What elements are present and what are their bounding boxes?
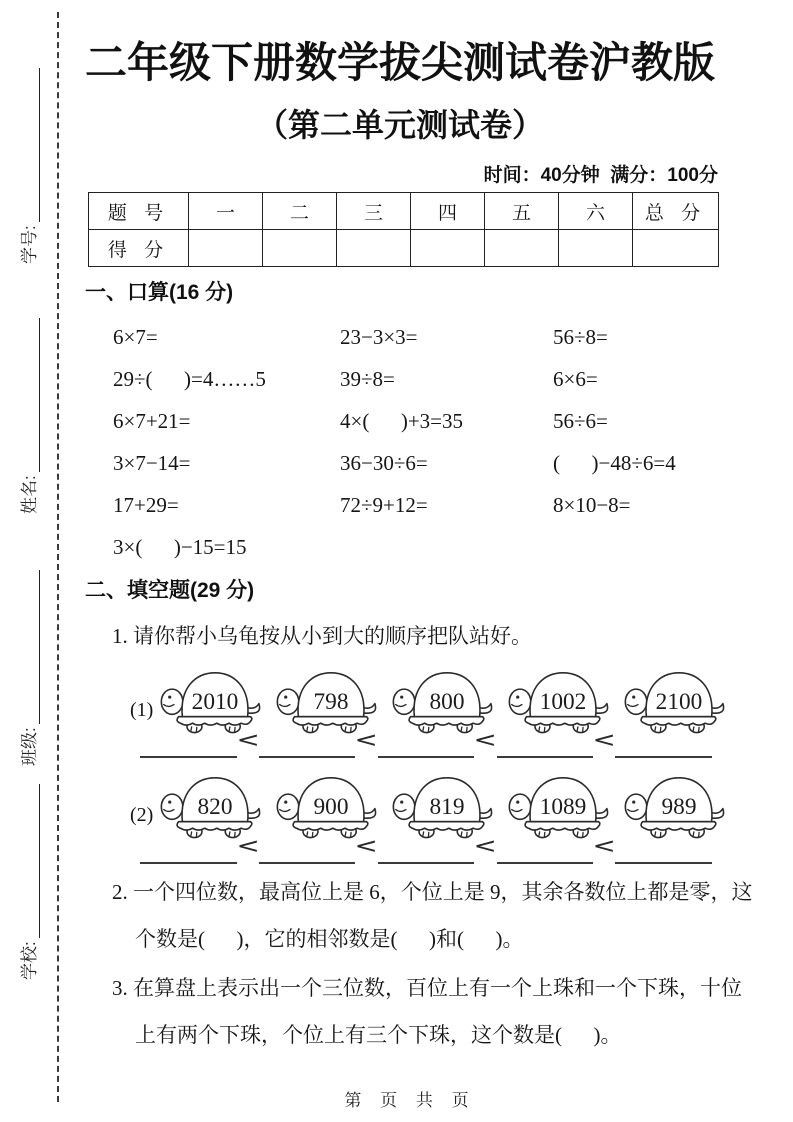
class-label: 班级: xyxy=(20,727,39,766)
turtle-number: 989 xyxy=(661,794,697,821)
less-than-sign: < xyxy=(475,727,496,754)
less-than-sign: < xyxy=(356,727,377,754)
oral-problem: 17+29= xyxy=(113,492,179,517)
answer-blank xyxy=(378,752,475,758)
oral-problem: 6×7= xyxy=(113,324,158,349)
less-than-sign: < xyxy=(594,833,615,860)
turtle-icon xyxy=(275,765,387,841)
answer-blank xyxy=(615,752,712,758)
less-than-sign: < xyxy=(594,727,615,754)
less-than-sign: < xyxy=(237,727,258,754)
turtle-row-2-label: (2) xyxy=(130,804,154,826)
header-cell-question-number: 题 号 xyxy=(89,193,189,230)
score-cell xyxy=(411,230,485,267)
turtle-row-1-label: (1) xyxy=(130,699,154,721)
header-cell-section-6: 六 xyxy=(559,193,633,230)
score-table xyxy=(88,192,719,267)
compare-row-1 xyxy=(140,727,712,758)
header-cell-section-4: 四 xyxy=(411,193,485,230)
exam-meta: 时间：40分钟 满分：100分 xyxy=(483,165,718,186)
less-than-sign: < xyxy=(356,833,377,860)
score-cell xyxy=(559,230,633,267)
score-cell xyxy=(189,230,263,267)
oral-problem: 72÷9+12= xyxy=(340,492,428,517)
oral-problem: 4×( )+3=35 xyxy=(340,408,464,433)
turtle-number: 800 xyxy=(429,689,465,716)
question-1-text: 1. 请你帮小乌龟按从小到大的顺序把队站好。 xyxy=(112,624,532,648)
sidebar-field-school xyxy=(16,784,40,980)
score-row-label: 得 分 xyxy=(89,230,189,267)
turtle-number: 819 xyxy=(429,794,465,821)
question-3-line-2: 上有两个下珠，个位上有三个下珠，这个数是( )。 xyxy=(135,1023,622,1047)
turtle-number: 798 xyxy=(313,689,349,716)
oral-problem: ( )−48÷6=4 xyxy=(553,450,676,475)
turtle-icon xyxy=(507,660,619,736)
answer-blank xyxy=(497,858,594,864)
turtle-number: 1089 xyxy=(540,794,587,821)
sidebar-field-class xyxy=(16,570,40,766)
student-id-blank-line xyxy=(37,68,40,222)
turtle-icon xyxy=(159,765,271,841)
sidebar-field-name xyxy=(16,318,40,514)
turtle-icon xyxy=(391,660,503,736)
answer-blank xyxy=(259,752,356,758)
oral-problems-grid xyxy=(113,316,773,568)
oral-problem: 23−3×3= xyxy=(340,324,418,349)
score-cell xyxy=(263,230,337,267)
answer-blank xyxy=(615,858,712,864)
oral-problem: 6×6= xyxy=(553,366,598,391)
sidebar-field-student-id xyxy=(16,68,40,264)
turtle-number: 1002 xyxy=(540,689,587,716)
answer-blank xyxy=(259,858,356,864)
section-2-heading: 二、填空题(29 分) xyxy=(85,579,255,602)
oral-problem: 3×( )−15=15 xyxy=(113,534,247,559)
turtle-icon xyxy=(159,660,271,736)
header-cell-section-2: 二 xyxy=(263,193,337,230)
turtle-icon xyxy=(391,765,503,841)
turtle-icon xyxy=(275,660,387,736)
school-blank-line xyxy=(37,784,40,938)
turtle-row-2 xyxy=(130,765,734,841)
oral-problem: 56÷8= xyxy=(553,324,608,349)
page-title: 二年级下册数学拔尖测试卷沪教版 xyxy=(84,39,715,86)
answer-blank xyxy=(378,858,475,864)
turtle-number: 900 xyxy=(313,794,349,821)
answer-blank xyxy=(497,752,594,758)
page-footer: 第 页 共 页 xyxy=(344,1091,476,1110)
class-blank-line xyxy=(37,570,40,724)
score-table-header-row xyxy=(89,193,719,230)
page-subtitle: （第二单元测试卷） xyxy=(255,107,544,143)
less-than-sign: < xyxy=(475,833,496,860)
score-cell xyxy=(337,230,411,267)
turtle-number: 2100 xyxy=(656,689,703,716)
student-id-label: 学号: xyxy=(20,225,39,264)
name-blank-line xyxy=(37,318,40,472)
score-cell-total xyxy=(633,230,719,267)
header-cell-section-3: 三 xyxy=(337,193,411,230)
question-2-line-2: 个数是( )，它的相邻数是( )和( )。 xyxy=(135,927,524,951)
header-cell-section-1: 一 xyxy=(189,193,263,230)
oral-problem: 56÷6= xyxy=(553,408,608,433)
oral-problem: 29÷( )=4……5 xyxy=(113,366,266,391)
oral-problem: 6×7+21= xyxy=(113,408,191,433)
turtle-number: 820 xyxy=(197,794,233,821)
school-label: 学校: xyxy=(20,941,39,980)
oral-problem: 8×10−8= xyxy=(553,492,631,517)
score-cell xyxy=(485,230,559,267)
dashed-cut-line xyxy=(57,12,59,1102)
oral-problem: 39÷8= xyxy=(340,366,395,391)
oral-problem: 3×7−14= xyxy=(113,450,191,475)
compare-row-2 xyxy=(140,833,712,864)
turtle-row-1 xyxy=(130,660,734,736)
turtle-number: 2010 xyxy=(192,689,239,716)
header-cell-total: 总 分 xyxy=(633,193,719,230)
less-than-sign: < xyxy=(237,833,258,860)
question-3-line-1: 3. 在算盘上表示出一个三位数，百位上有一个上珠和一个下珠，十位 xyxy=(112,976,742,1000)
name-label: 姓名: xyxy=(20,475,39,514)
question-2-line-1: 2. 一个四位数，最高位上是 6，个位上是 9，其余各数位上都是零，这 xyxy=(112,880,753,904)
header-cell-section-5: 五 xyxy=(485,193,559,230)
turtle-icon xyxy=(623,765,735,841)
section-1-heading: 一、口算(16 分) xyxy=(85,281,234,304)
score-table-score-row xyxy=(89,230,719,267)
turtle-icon xyxy=(507,765,619,841)
turtle-icon xyxy=(623,660,735,736)
answer-blank xyxy=(140,858,237,864)
oral-problem: 36−30÷6= xyxy=(340,450,428,475)
answer-blank xyxy=(140,752,237,758)
